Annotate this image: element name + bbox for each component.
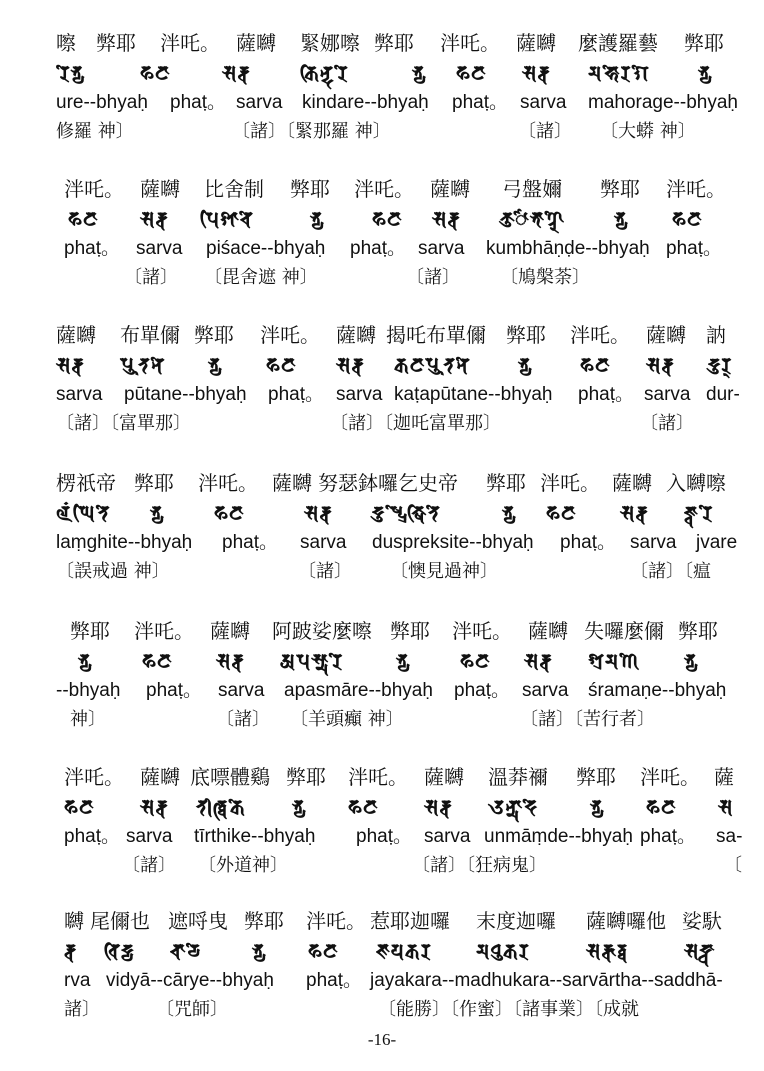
- romanized-word: phaṭ。: [640, 826, 696, 847]
- chinese-word: 失囉麼儞: [584, 619, 664, 643]
- gloss-text: 〔誤戒過 神〕: [56, 561, 170, 582]
- siddham-word: 𑖥𑖿𑖧: [684, 649, 698, 673]
- romanized-word: phaṭ。: [452, 92, 508, 113]
- chinese-word: 弊耶: [684, 31, 724, 55]
- siddham-word: 𑖎𑖘𑖢𑖳𑖝𑖡𑖸: [394, 353, 471, 377]
- romanized-word: phaṭ。: [170, 92, 226, 113]
- siddham-word: 𑖄𑖡𑖿𑖦𑖯𑖟𑖸: [488, 795, 538, 819]
- romanized-word: pūtane--bhyaḥ: [124, 384, 247, 405]
- chinese-word: 阿跛娑麼嚓: [272, 619, 372, 643]
- gloss-text: 〔諸〕: [122, 855, 176, 876]
- romanized-word: unmāṃde--bhyaḥ: [484, 826, 633, 847]
- romanized-word: sarva: [522, 680, 569, 701]
- chinese-word: 薩嚩: [516, 31, 556, 55]
- gloss-line: [0, 998, 764, 1028]
- romanized-word: laṃghite--bhyaḥ: [56, 532, 193, 553]
- chinese-word: 弊耶: [390, 619, 430, 643]
- romanized-word: jayakara--madhukara--sarvārtha--saddhā-: [370, 970, 723, 991]
- romanized-word: phaṭ。: [306, 970, 362, 991]
- romanized-word: piśace--bhyaḥ: [206, 238, 326, 259]
- chinese-word: 弊耶: [600, 177, 640, 201]
- chinese-word: 弊耶: [678, 619, 718, 643]
- chinese-word: 弊耶: [374, 31, 414, 55]
- gloss-text: 〔諸〕〔富單那〕: [56, 413, 191, 434]
- romanized-word: kindare--bhyaḥ: [302, 92, 429, 113]
- siddham-word: 𑖥𑖿𑖧: [518, 353, 532, 377]
- gloss-text: 〔諸〕〔緊那羅 神〕: [232, 121, 391, 142]
- romanization-line: [0, 530, 764, 560]
- chinese-word: 泮吒。: [540, 471, 600, 495]
- gloss-text: 〔: [724, 855, 742, 876]
- siddham-word: 𑖢𑖳𑖝𑖡𑖸: [120, 353, 166, 377]
- romanized-word: sarva: [126, 826, 173, 847]
- chinese-word: 泮吒。: [452, 619, 512, 643]
- chinese-word: 弊耶: [244, 909, 284, 933]
- romanized-word: phaṭ。: [222, 532, 278, 553]
- chinese-word: 泮吒。: [134, 619, 194, 643]
- siddham-word: 𑖣𑖘: [546, 501, 577, 525]
- romanized-word: jvare: [696, 532, 738, 553]
- siddham-word: 𑖫𑖿𑖨𑖦𑖜𑖸: [588, 649, 640, 673]
- chinese-word: 入嚩嚓: [666, 471, 726, 495]
- chinese-word: 泮吒。: [306, 909, 366, 933]
- romanized-word: phaṭ。: [356, 826, 412, 847]
- siddham-line: [0, 794, 764, 824]
- chinese-line: [0, 470, 764, 500]
- chinese-line: [0, 618, 764, 648]
- romanized-word: phaṭ。: [560, 532, 616, 553]
- chinese-word: 弊耶: [286, 765, 326, 789]
- gloss-text: 〔諸〕〔瘟: [630, 561, 711, 582]
- siddham-word: 𑖓𑖯𑖨𑖿𑖧𑖸: [170, 939, 202, 963]
- siddham-word: 𑖥𑖿𑖧: [614, 207, 628, 231]
- siddham-word: 𑖟𑖲𑖨𑖿: [708, 353, 733, 377]
- gloss-text: 〔鳩槃荼〕: [500, 267, 590, 288]
- gloss-text: 〔諸〕: [216, 709, 270, 730]
- chinese-word: 緊娜嚓: [300, 31, 360, 55]
- siddham-word: 𑖭𑖨𑖿𑖪: [56, 353, 85, 377]
- siddham-word: 𑖟𑖲𑖬𑖿𑖢𑖿𑖨𑖸𑖎𑖿𑖬𑖰𑖝𑖸: [372, 501, 441, 525]
- romanized-word: apasmāre--bhyaḥ: [284, 680, 433, 701]
- siddham-word: 𑖥𑖿𑖧: [150, 501, 164, 525]
- siddham-word: 𑖭𑖟𑖿𑖠𑖯: [684, 939, 716, 963]
- siddham-word: 𑖥𑖿𑖧: [396, 649, 410, 673]
- siddham-word: 𑖥𑖿𑖧: [590, 795, 604, 819]
- gloss-line: [0, 120, 764, 150]
- siddham-word: 𑖥𑖿𑖧: [78, 649, 92, 673]
- chinese-word: 揭吒布單儞: [386, 323, 486, 347]
- siddham-word: 𑖣𑖘: [456, 61, 487, 85]
- gloss-text: 〔懊見過神〕: [390, 561, 498, 582]
- chinese-word: 訥: [706, 323, 726, 347]
- siddham-line: [0, 648, 764, 678]
- siddham-word: 𑖭𑖨𑖿𑖪: [140, 795, 169, 819]
- romanized-word: kumbhāṇḍe--bhyaḥ: [486, 238, 650, 259]
- siddham-word: 𑖦𑖮𑖺𑖨𑖐𑖸: [588, 61, 650, 85]
- siddham-word: 𑖣𑖘: [308, 939, 339, 963]
- chinese-word: 弊耶: [70, 619, 110, 643]
- romanized-word: sarva: [218, 680, 265, 701]
- siddham-word: 𑖭: [718, 795, 734, 819]
- siddham-word: 𑖥𑖿𑖧: [252, 939, 266, 963]
- chinese-word: 泮吒。: [160, 31, 220, 55]
- chinese-word: 比舍制: [204, 177, 264, 201]
- page-number: -16-: [367, 1030, 397, 1049]
- siddham-word: 𑖥𑖿𑖧: [292, 795, 306, 819]
- siddham-word: 𑖣𑖘: [266, 353, 297, 377]
- romanized-word: sarva: [336, 384, 383, 405]
- romanized-word: sarva: [644, 384, 691, 405]
- chinese-word: 薩嚩: [430, 177, 470, 201]
- chinese-word: 弊耶: [194, 323, 234, 347]
- siddham-word: 𑖣𑖘: [646, 795, 677, 819]
- chinese-word: 遮哷曳: [168, 909, 228, 933]
- romanized-word: tīrthike--bhyaḥ: [194, 826, 316, 847]
- gloss-text: 〔諸〕: [640, 413, 694, 434]
- siddham-word: 𑖨𑖸𑖥𑖿𑖧: [56, 61, 85, 85]
- siddham-word: 𑖕𑖿𑖪𑖨𑖸: [684, 501, 714, 525]
- siddham-line: [0, 206, 764, 236]
- chinese-word: 惹耶迦囉: [370, 909, 450, 933]
- siddham-line: [0, 500, 764, 530]
- gloss-text: 〔外道神〕: [198, 855, 288, 876]
- siddham-word: 𑖣𑖘: [672, 207, 703, 231]
- romanized-word: sa-: [716, 826, 743, 847]
- romanized-word: sarva: [520, 92, 567, 113]
- gloss-text: 〔毘舍遮 神〕: [204, 267, 318, 288]
- chinese-word: 弊耶: [290, 177, 330, 201]
- chinese-word: 弊耶: [506, 323, 546, 347]
- siddham-word: 𑖭𑖨𑖿𑖪: [524, 649, 553, 673]
- gloss-line: [0, 412, 764, 442]
- siddham-word: 𑖭𑖨𑖿𑖪: [216, 649, 245, 673]
- gloss-text: 〔諸〕: [124, 267, 178, 288]
- siddham-line: [0, 60, 764, 90]
- siddham-word: 𑖣𑖘: [214, 501, 245, 525]
- chinese-word: 薩嚩: [236, 31, 276, 55]
- gloss-line: [0, 708, 764, 738]
- gloss-text: 〔諸〕: [406, 267, 460, 288]
- romanized-word: phaṭ。: [350, 238, 406, 259]
- siddham-word: 𑖦𑖠𑖲𑖎𑖨: [476, 939, 530, 963]
- siddham-word: 𑖭𑖨𑖿𑖪: [432, 207, 461, 231]
- siddham-word: 𑖝𑖱𑖨𑖿𑖞𑖰𑖎𑖸: [196, 795, 246, 819]
- chinese-word: 娑馱: [682, 909, 722, 933]
- gloss-line: [0, 854, 764, 884]
- chinese-word: 泮吒。: [354, 177, 414, 201]
- siddham-word: 𑖭𑖨𑖿𑖪: [620, 501, 649, 525]
- siddham-line: [0, 938, 764, 968]
- romanized-word: duspreksite--bhyaḥ: [372, 532, 534, 553]
- chinese-word: 泮吒。: [348, 765, 408, 789]
- gloss-text: 〔咒師〕: [156, 999, 228, 1020]
- romanization-line: [0, 824, 764, 854]
- romanized-word: sarva: [630, 532, 677, 553]
- chinese-word: 嚓: [56, 31, 76, 55]
- siddham-line: [0, 352, 764, 382]
- chinese-word: 布單儞: [120, 323, 180, 347]
- siddham-word: 𑖭𑖨𑖿𑖪: [222, 61, 251, 85]
- chinese-word: 泮吒。: [64, 177, 124, 201]
- chinese-word: 弊耶: [134, 471, 174, 495]
- romanized-word: mahorage--bhyaḥ: [588, 92, 738, 113]
- romanized-word: phaṭ。: [666, 238, 722, 259]
- romanized-word: sarva: [300, 532, 347, 553]
- romanized-word: phaṭ。: [454, 680, 510, 701]
- chinese-word: 薩嚩: [140, 177, 180, 201]
- gloss-text: 〔諸〕〔狂病鬼〕: [412, 855, 547, 876]
- chinese-word: 薩嚩: [336, 323, 376, 347]
- chinese-word: 薩嚩: [272, 471, 312, 495]
- gloss-text: 諸〕: [64, 999, 100, 1020]
- siddham-word: 𑖥𑖿𑖧: [310, 207, 324, 231]
- chinese-word: 泮吒。: [570, 323, 630, 347]
- siddham-word: 𑖥𑖿𑖧: [502, 501, 516, 525]
- siddham-word: 𑖣𑖘: [372, 207, 403, 231]
- romanized-word: --bhyaḥ: [56, 680, 121, 701]
- chinese-word: 泮吒。: [64, 765, 124, 789]
- romanization-line: [0, 968, 764, 998]
- romanization-line: [0, 382, 764, 412]
- chinese-line: [0, 322, 764, 352]
- romanized-word: phaṭ。: [578, 384, 634, 405]
- romanized-word: ure--bhyaḥ: [56, 92, 148, 113]
- gloss-text: 〔諸〕〔迦吒富單那〕: [330, 413, 501, 434]
- chinese-word: 薩嚩: [140, 765, 180, 789]
- siddham-word: 𑖥𑖿𑖧: [412, 61, 426, 85]
- chinese-line: [0, 30, 764, 60]
- chinese-word: 弓盤嬭: [502, 177, 562, 201]
- siddham-word: 𑖣𑖘: [142, 649, 173, 673]
- chinese-word: 弊耶: [486, 471, 526, 495]
- romanized-word: rva: [64, 970, 91, 991]
- chinese-line: [0, 908, 764, 938]
- siddham-word: 𑖢𑖰𑖫𑖯𑖓𑖸: [200, 207, 254, 231]
- siddham-word: 𑖨𑖿𑖪: [64, 939, 77, 963]
- chinese-word: 末度迦囉: [476, 909, 556, 933]
- siddham-word: 𑖭𑖨𑖿𑖪𑖯𑖨𑖿𑖞: [586, 939, 629, 963]
- chinese-word: 泮吒。: [440, 31, 500, 55]
- chinese-word: 薩嚩: [646, 323, 686, 347]
- romanized-word: dur-: [706, 384, 740, 405]
- chinese-word: 麼護羅藝: [578, 31, 658, 55]
- chinese-word: 薩嚩: [210, 619, 250, 643]
- siddham-word: 𑖩𑖽𑖑𑖰𑖝𑖸: [56, 501, 111, 525]
- gloss-text: 修羅 神〕: [56, 121, 134, 142]
- gloss-text: 〔能勝〕〔作蜜〕〔諸事業〕〔成就: [378, 999, 639, 1020]
- siddham-word: 𑖣𑖘: [68, 207, 99, 231]
- siddham-word: 𑖣𑖘: [460, 649, 491, 673]
- siddham-word: 𑖭𑖨𑖿𑖪: [522, 61, 551, 85]
- chinese-word: 尾儞也: [90, 909, 150, 933]
- siddham-word: 𑖥𑖿𑖧: [208, 353, 222, 377]
- gloss-text: 神〕: [70, 709, 106, 730]
- romanized-word: phaṭ。: [64, 238, 120, 259]
- siddham-word: 𑖎𑖰𑖡𑖿𑖟𑖨𑖸: [300, 61, 349, 85]
- chinese-word: 薩嚩: [56, 323, 96, 347]
- romanized-word: sarva: [136, 238, 183, 259]
- romanized-word: phaṭ。: [268, 384, 324, 405]
- siddham-word: 𑖕𑖧𑖎𑖨: [376, 939, 432, 963]
- siddham-word: 𑖭𑖨𑖿𑖪: [424, 795, 453, 819]
- chinese-word: 楞祇帝: [56, 471, 116, 495]
- siddham-word: 𑖣𑖘: [140, 61, 171, 85]
- siddham-word: 𑖣𑖘: [580, 353, 611, 377]
- gloss-text: 〔大蟒 神〕: [600, 121, 696, 142]
- gloss-line: [0, 266, 764, 296]
- siddham-word: 𑖭𑖨𑖿𑖪: [304, 501, 333, 525]
- chinese-word: 泮吒。: [640, 765, 700, 789]
- chinese-word: 薩嚩: [612, 471, 652, 495]
- siddham-word: 𑖭𑖨𑖿𑖪: [646, 353, 675, 377]
- chinese-word: 努瑟鉢囉乞史帝: [318, 471, 458, 495]
- siddham-word: 𑖎𑖲𑖻𑖥𑖯𑖜𑖿𑖚𑖸: [500, 207, 566, 231]
- chinese-word: 泮吒。: [260, 323, 320, 347]
- siddham-word: 𑖀𑖢𑖭𑖿𑖦𑖯𑖨𑖸: [280, 649, 344, 673]
- siddham-word: 𑖣𑖘: [348, 795, 379, 819]
- chinese-word: 泮吒。: [198, 471, 258, 495]
- chinese-word: 底嘌體鷄: [190, 765, 270, 789]
- gloss-text: 〔諸〕: [518, 121, 572, 142]
- chinese-word: 薩嚩囉他: [586, 909, 666, 933]
- romanization-line: [0, 236, 764, 266]
- chinese-word: 弊耶: [576, 765, 616, 789]
- gloss-text: 〔羊頭癲 神〕: [290, 709, 404, 730]
- chinese-line: [0, 176, 764, 206]
- romanized-word: sarva: [424, 826, 471, 847]
- gloss-line: [0, 560, 764, 590]
- romanized-word: vidyā--cārye--bhyaḥ: [106, 970, 274, 991]
- chinese-word: 嚩: [64, 909, 84, 933]
- chinese-word: 薩: [714, 765, 734, 789]
- romanized-word: sarva: [236, 92, 283, 113]
- siddham-word: 𑖥𑖿𑖧: [698, 61, 712, 85]
- romanization-line: [0, 90, 764, 120]
- romanized-word: śramaṇe--bhyaḥ: [588, 680, 727, 701]
- chinese-word: 泮吒。: [666, 177, 726, 201]
- siddham-word: 𑖣𑖘: [64, 795, 95, 819]
- romanized-word: phaṭ。: [146, 680, 202, 701]
- gloss-text: 〔諸〕: [298, 561, 352, 582]
- chinese-line: [0, 764, 764, 794]
- chinese-word: 薩嚩: [528, 619, 568, 643]
- siddham-word: 𑖭𑖨𑖿𑖪: [336, 353, 365, 377]
- romanized-word: kaṭapūtane--bhyaḥ: [394, 384, 553, 405]
- romanized-word: sarva: [418, 238, 465, 259]
- romanized-word: phaṭ。: [64, 826, 120, 847]
- chinese-word: 溫莽禰: [488, 765, 548, 789]
- siddham-word: 𑖪𑖰𑖟𑖿𑖧: [104, 939, 135, 963]
- romanization-line: [0, 678, 764, 708]
- siddham-word: 𑖭𑖨𑖿𑖪: [140, 207, 169, 231]
- chinese-word: 薩嚩: [424, 765, 464, 789]
- gloss-text: 〔諸〕〔苦行者〕: [520, 709, 655, 730]
- chinese-word: 弊耶: [96, 31, 136, 55]
- romanized-word: sarva: [56, 384, 103, 405]
